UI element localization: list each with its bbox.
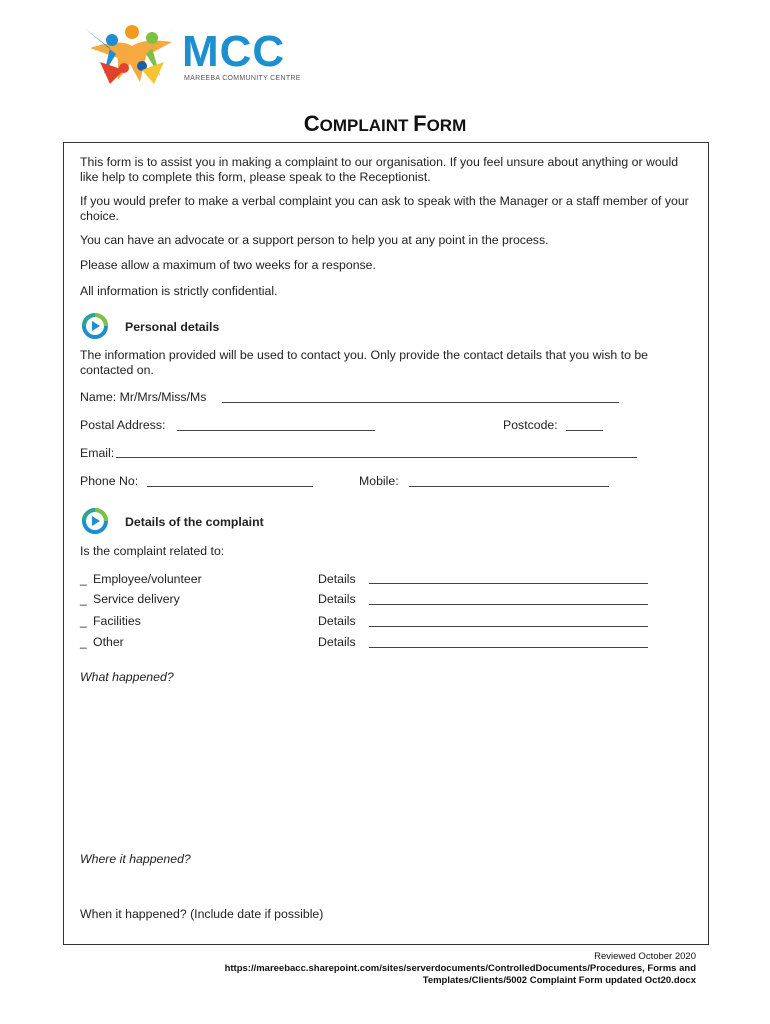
intro-paragraph-2: If you would prefer to make a verbal complaint you can ask to speak with the Manager or a staff member of your choice. (80, 194, 689, 223)
reviewed-date: Reviewed October 2020 (594, 951, 696, 962)
phone-label: Phone No: (80, 474, 139, 488)
logo-body-orange (90, 41, 172, 82)
option-label: Facilities (93, 614, 141, 628)
intro-paragraph-3: You can have an advocate or a support person to help you at any point in the process. (80, 233, 549, 247)
option-checkbox[interactable]: _ (80, 614, 87, 628)
option-checkbox[interactable]: _ (80, 592, 87, 606)
details-label: Details (318, 614, 356, 628)
details-field[interactable] (369, 626, 648, 627)
details-label: Details (318, 635, 356, 649)
complaint-details-heading: Details of the complaint (125, 515, 264, 529)
logo-name: MCC (182, 27, 286, 76)
name-field[interactable] (222, 402, 619, 403)
details-field[interactable] (369, 583, 648, 584)
title-part: OMPLAINT (319, 116, 414, 135)
name-label: Name: Mr/Mrs/Miss/Ms (80, 390, 207, 404)
when-happened-area[interactable] (80, 922, 690, 942)
where-happened-label: Where it happened? (80, 852, 191, 866)
option-checkbox[interactable]: _ (80, 635, 87, 649)
title-part: F (413, 111, 427, 136)
where-happened-area[interactable] (80, 870, 690, 900)
details-field[interactable] (369, 647, 648, 648)
logo-head-blue (106, 34, 118, 46)
email-label: Email: (80, 446, 115, 460)
postal-address-field[interactable] (177, 430, 375, 431)
when-happened-label: When it happened? (Include date if possible) (80, 907, 324, 921)
title-part: ORM (426, 116, 467, 135)
postcode-field[interactable] (566, 430, 603, 431)
section-ring-icon (80, 311, 110, 341)
what-happened-area[interactable] (80, 690, 690, 840)
mcc-logo-figures (80, 18, 180, 88)
details-label: Details (318, 592, 356, 606)
details-field[interactable] (369, 604, 648, 605)
document-path-line-1: https://mareebacc.sharepoint.com/sites/serverdocuments/ControlledDocuments/Procedures, Forms and (224, 963, 696, 974)
mobile-field[interactable] (409, 486, 609, 487)
personal-description: The information provided will be used to contact you. Only provide the contact details that you wish to be contacted on. (80, 348, 649, 377)
page-title (0, 111, 770, 137)
postal-address-label: Postal Address: (80, 418, 166, 432)
option-label: Other (93, 635, 124, 649)
intro-paragraph-5: All information is strictly confidential. (80, 284, 278, 298)
document-path-line-2: Templates/Clients/5002 Complaint Form updated Oct20.docx (422, 975, 696, 986)
intro-paragraph-1: This form is to assist you in making a complaint to our organisation. If you feel unsure about anything or would like help to complete this form, please speak to the Receptionist. (80, 155, 679, 184)
option-checkbox[interactable]: _ (80, 572, 87, 586)
option-label: Employee/volunteer (93, 572, 202, 586)
logo-subtitle: MAREEBA COMMUNITY CENTRE (184, 75, 301, 82)
title-part: C (303, 111, 320, 136)
intro-paragraph-4: Please allow a maximum of two weeks for a response. (80, 258, 376, 272)
complaint-question: Is the complaint related to: (80, 544, 225, 558)
logo-head-green (146, 32, 158, 44)
logo-head-orange (125, 25, 139, 39)
personal-details-heading: Personal details (125, 320, 220, 334)
phone-field[interactable] (147, 486, 313, 487)
mobile-label: Mobile: (359, 474, 399, 488)
section-ring-icon (80, 506, 110, 536)
details-label: Details (318, 572, 356, 586)
what-happened-label: What happened? (80, 670, 174, 684)
postcode-label: Postcode: (503, 418, 558, 432)
email-field[interactable] (116, 457, 637, 458)
option-label: Service delivery (93, 592, 180, 606)
